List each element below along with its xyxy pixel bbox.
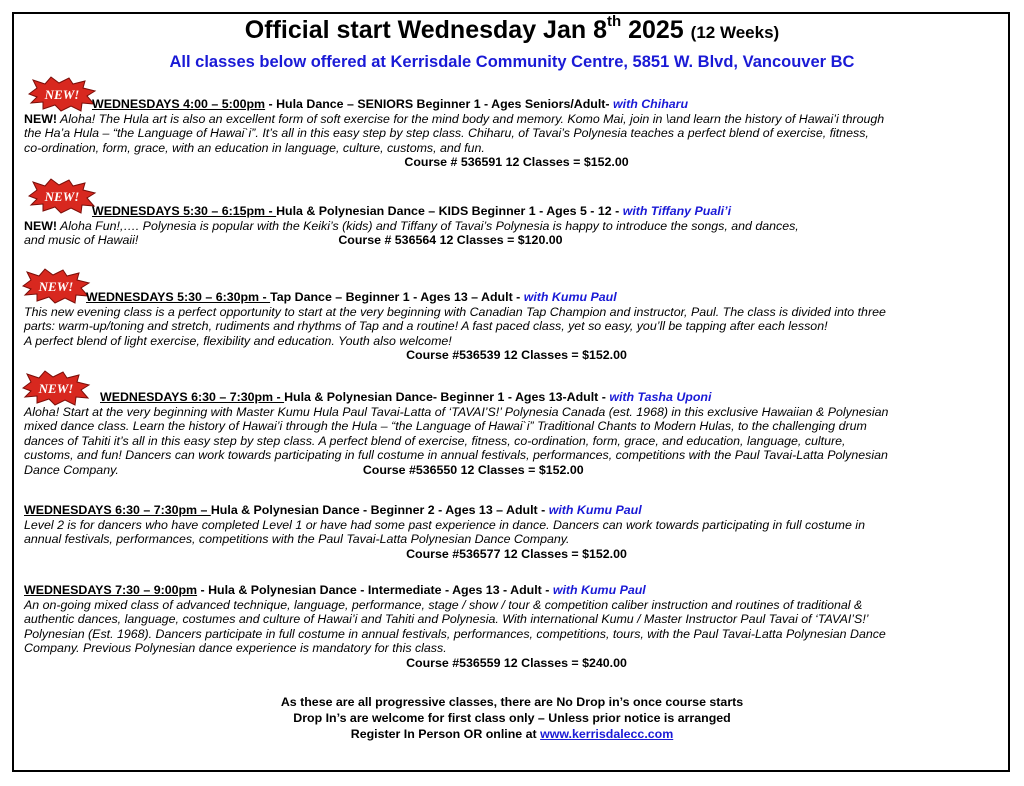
footer-notice: [0, 694, 1024, 742]
course-info: Course #536539 12 Classes = $152.00: [406, 348, 627, 363]
course-info: Course #536550 12 Classes = $152.00: [362, 462, 584, 477]
class-header: WEDNESDAYS 6:30 – 7:30pm - Hula & Polynesian Dance- Beginner 1 - Ages 13-Adult - with Tasha Uponi: [100, 390, 712, 404]
class-section-tap: [24, 290, 1009, 363]
class-section-seniors-hula: [24, 97, 1009, 170]
class-description: This new evening class is a perfect opportunity to start at the very beginning with Canadian Tap Champion and instructor, Paul. The class is divided into three parts: warm-up/toning and stretch, rudiments and rhythms of Tap and a routine! A fast paced class, yet so easy, you’ll be tapping after each lesson! A perfect blend of light exercise, flexibility and education. Youth also welcome!: [24, 304, 886, 348]
location-subtitle: All classes below offered at Kerrisdale Community Centre, 5851 W. Blvd, Vancouver BC: [169, 53, 855, 71]
svg-text:NEW!: NEW!: [44, 189, 80, 204]
svg-text:NEW!: NEW!: [38, 381, 74, 396]
course-info: Course # 536591 12 Classes = $152.00: [404, 155, 629, 170]
class-header: WEDNESDAYS 5:30 – 6:15pm - Hula & Polynesian Dance – KIDS Beginner 1 - Ages 5 - 12 - with Tiffany Puali’i: [92, 204, 732, 218]
class-description: An on-going mixed class of advanced technique, language, performance, stage / show / tour & competition caliber instruction and routines of traditional & authentic dances, language, costumes and culture of Hawai’i and Tahiti and Polynesia. With international Kumu / Master Instructor Paul Tavai of ‘TAVAI’S!’ Polynesian (Est. 1968). Dancers participate in full costume in annual festivals, performances, competitions, tours, with the Paul Tavai-Latta Polynesian Dance Company. Previous Polynesian dance experience is mandatory for this class.: [24, 597, 886, 656]
class-section-hula-beginner-1: [24, 390, 1009, 478]
class-description: NEW! Aloha! The Hula art is also an excellent form of soft exercise for the mind body and memory. Komo Mai, join in \and learn the history of Hawai’i through the Ha’a Hula – “the Language of Hawai`i”. It’s all in this easy step by step class. Chiharu, of Tavai’s Polynesia teaches a perfect blend of exercise, fitness, co-ordination, form, grace, with an education in language, culture, customs, and fun.: [24, 111, 885, 155]
footer-line-no-drop-in: As these are all progressive classes, there are No Drop in’s once course starts: [280, 695, 744, 709]
class-header: WEDNESDAYS 7:30 – 9:00pm - Hula & Polynesian Dance - Intermediate - Ages 13 - Adult - with Kumu Paul: [24, 583, 646, 597]
svg-text:NEW!: NEW!: [44, 87, 80, 102]
course-info: Course # 536564 12 Classes = $120.00: [338, 233, 563, 248]
class-description: Level 2 is for dancers who have completed Level 1 or have had some past experience in dance. Dancers can work towards participating in full costume in annual festivals, performances, competitions with the Paul Tavai-Latta Polynesian Dance Company.: [24, 517, 865, 547]
course-info: Course #536559 12 Classes = $240.00: [406, 655, 627, 670]
page-title: Official start Wednesday Jan 8th 2025 (12 Weeks): [244, 13, 780, 44]
class-description: Aloha! Start at the very beginning with Master Kumu Hula Paul Tavai-Latta of ‘TAVAI’S!’ Polynesia Canada (est. 1968) in this exclusive Hawaiian & Polynesian mixed dance class. Learn the history of Hawai’i through the Hula – “the Language of Hawai`i” Traditional Chants to Modern Hulas, to the challenging drum dances of Tahiti it’s all in this easy step by step class. A perfect blend of exercise, fitness, co-ordination, form, grace, and education, language, culture, customs, and fun! Dancers can work towards participating in full costume in annual festivals, performances, competitions with the Paul Tavai-Latta Polynesian Dance Company. Course #536550 12 Classes = $152.00: [24, 404, 889, 477]
svg-text:NEW!: NEW!: [38, 279, 74, 294]
class-header: WEDNESDAYS 5:30 – 6:30pm - Tap Dance – Beginner 1 - Ages 13 – Adult - with Kumu Paul: [86, 290, 617, 304]
course-info: Course #536577 12 Classes = $152.00: [406, 546, 627, 561]
class-description: NEW! Aloha Fun!,…. Polynesia is popular with the Keiki’s (kids) and Tiffany of Tavai’s Polynesia is happy to introduce the songs, and dances, and music of Hawaii! Course # 536564 12 Classes = $120.00: [24, 218, 799, 248]
website-link[interactable]: www.kerrisdalecc.com: [540, 727, 674, 741]
class-header: WEDNESDAYS 6:30 – 7:30pm – Hula & Polynesian Dance - Beginner 2 - Ages 13 – Adult - with Kumu Paul: [24, 503, 642, 517]
footer-line-drop-in: Drop In’s are welcome for first class only – Unless prior notice is arranged: [293, 711, 731, 725]
class-header: WEDNESDAYS 4:00 – 5:00pm - Hula Dance – SENIORS Beginner 1 - Ages Seniors/Adult- with Chiharu: [92, 97, 689, 111]
class-section-hula-beginner-2: [24, 503, 1009, 561]
class-section-kids-hula: [24, 204, 1009, 248]
class-section-hula-intermediate: [24, 583, 1009, 671]
footer-register-line: Register In Person OR online at www.kerrisdalecc.com: [350, 727, 674, 741]
